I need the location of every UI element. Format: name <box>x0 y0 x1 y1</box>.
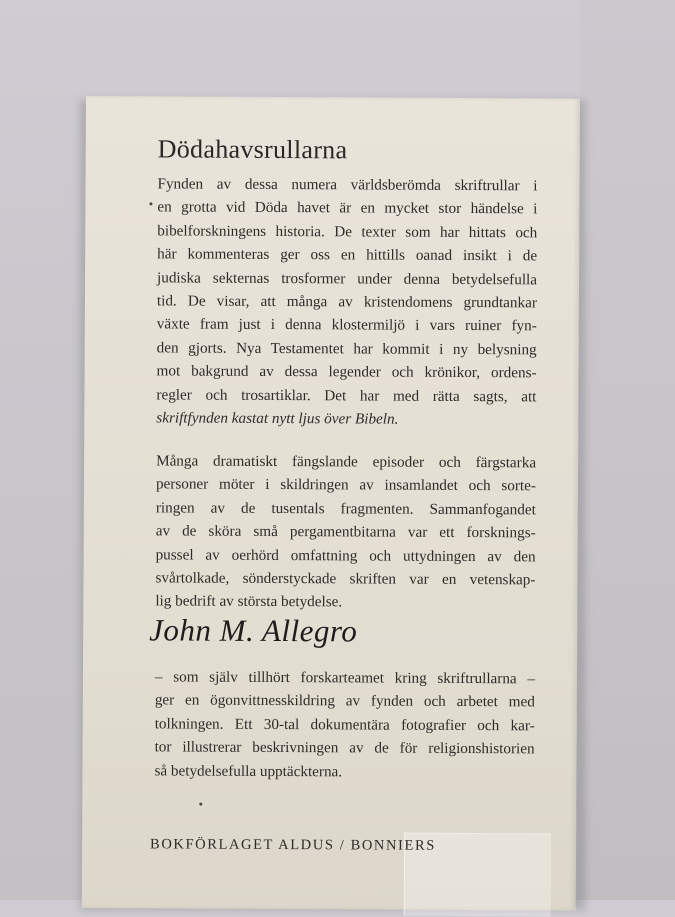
text-line: lig bedrift av största betydelse. <box>155 592 343 611</box>
text-line: judiska sekternas trosformer under denna betydelsefulla <box>157 268 538 288</box>
text-line: Fynden av dessa numera världsberömda skriftrullar i <box>157 175 538 195</box>
text-line: tolkningen. Ett 30-tal dokumentära fotografier och kar- <box>154 715 535 735</box>
text-line: – som själv tillhört forskarteamet kring skriftrullarna – <box>154 668 535 688</box>
text-line: den gjorts. Nya Testamentet har kommit i ny belysning <box>156 339 537 359</box>
text-line-italic: skriftfynden kastat nytt ljus över Bibeln. <box>156 409 399 428</box>
text-line: tid. De visar, att många av kristendomens grundtankar <box>156 292 537 312</box>
text-line: mot bakgrund av dessa legender och krönikor, ordens- <box>156 362 537 382</box>
paper-speck <box>149 202 152 205</box>
text-line: tor illustrerar beskrivningen av de för religionshistorien <box>154 738 535 758</box>
text-line: en grotta vid Döda havet är en mycket stor händelse i <box>157 198 538 218</box>
text-line: Många dramatiskt fängslande episoder och färgstarka <box>156 452 537 472</box>
text-line: ringen av de tusentals fragmenten. Sammanfogandet <box>155 499 536 519</box>
text-line: här kommenteras ger oss en hittills oanad insikt i de <box>157 245 538 265</box>
text-line: personer möter i skildringen av insamlandet och sorte- <box>155 475 537 495</box>
book-title: Dödahavsrullarna <box>157 134 348 165</box>
blurb-paragraph-2 <box>155 449 536 615</box>
background-surface <box>580 0 675 900</box>
blurb-paragraph-3 <box>154 665 535 784</box>
text-line: av de sköra små pergamentbitarna var ett forsknings- <box>155 522 536 542</box>
text-line: regler och trosartiklar. Det har med rätta sagts, att <box>156 386 537 406</box>
text-line: så betydelsefulla upptäckterna. <box>154 761 343 780</box>
text-line: växte fram just i denna klostermiljö i vars ruiner fyn- <box>156 315 537 335</box>
text-line: bibelforskningens historia. De texter som har hittats och <box>157 222 538 242</box>
text-line: svårtolkade, sönderstyckade skriften var en vetenskap- <box>155 569 536 589</box>
blurb-paragraph-1 <box>156 172 537 431</box>
author-name: John M. Allegro <box>149 612 358 649</box>
publisher-imprint: BOKFÖRLAGET ALDUS / BONNIERS <box>150 836 436 854</box>
text-line: ger en ögonvittnesskildring av fynden och arbetet med <box>154 691 535 711</box>
text-line: pussel av oerhörd omfattning och uttydningen av den <box>155 545 536 565</box>
book-back-cover <box>82 96 580 911</box>
paper-speck <box>199 803 202 806</box>
